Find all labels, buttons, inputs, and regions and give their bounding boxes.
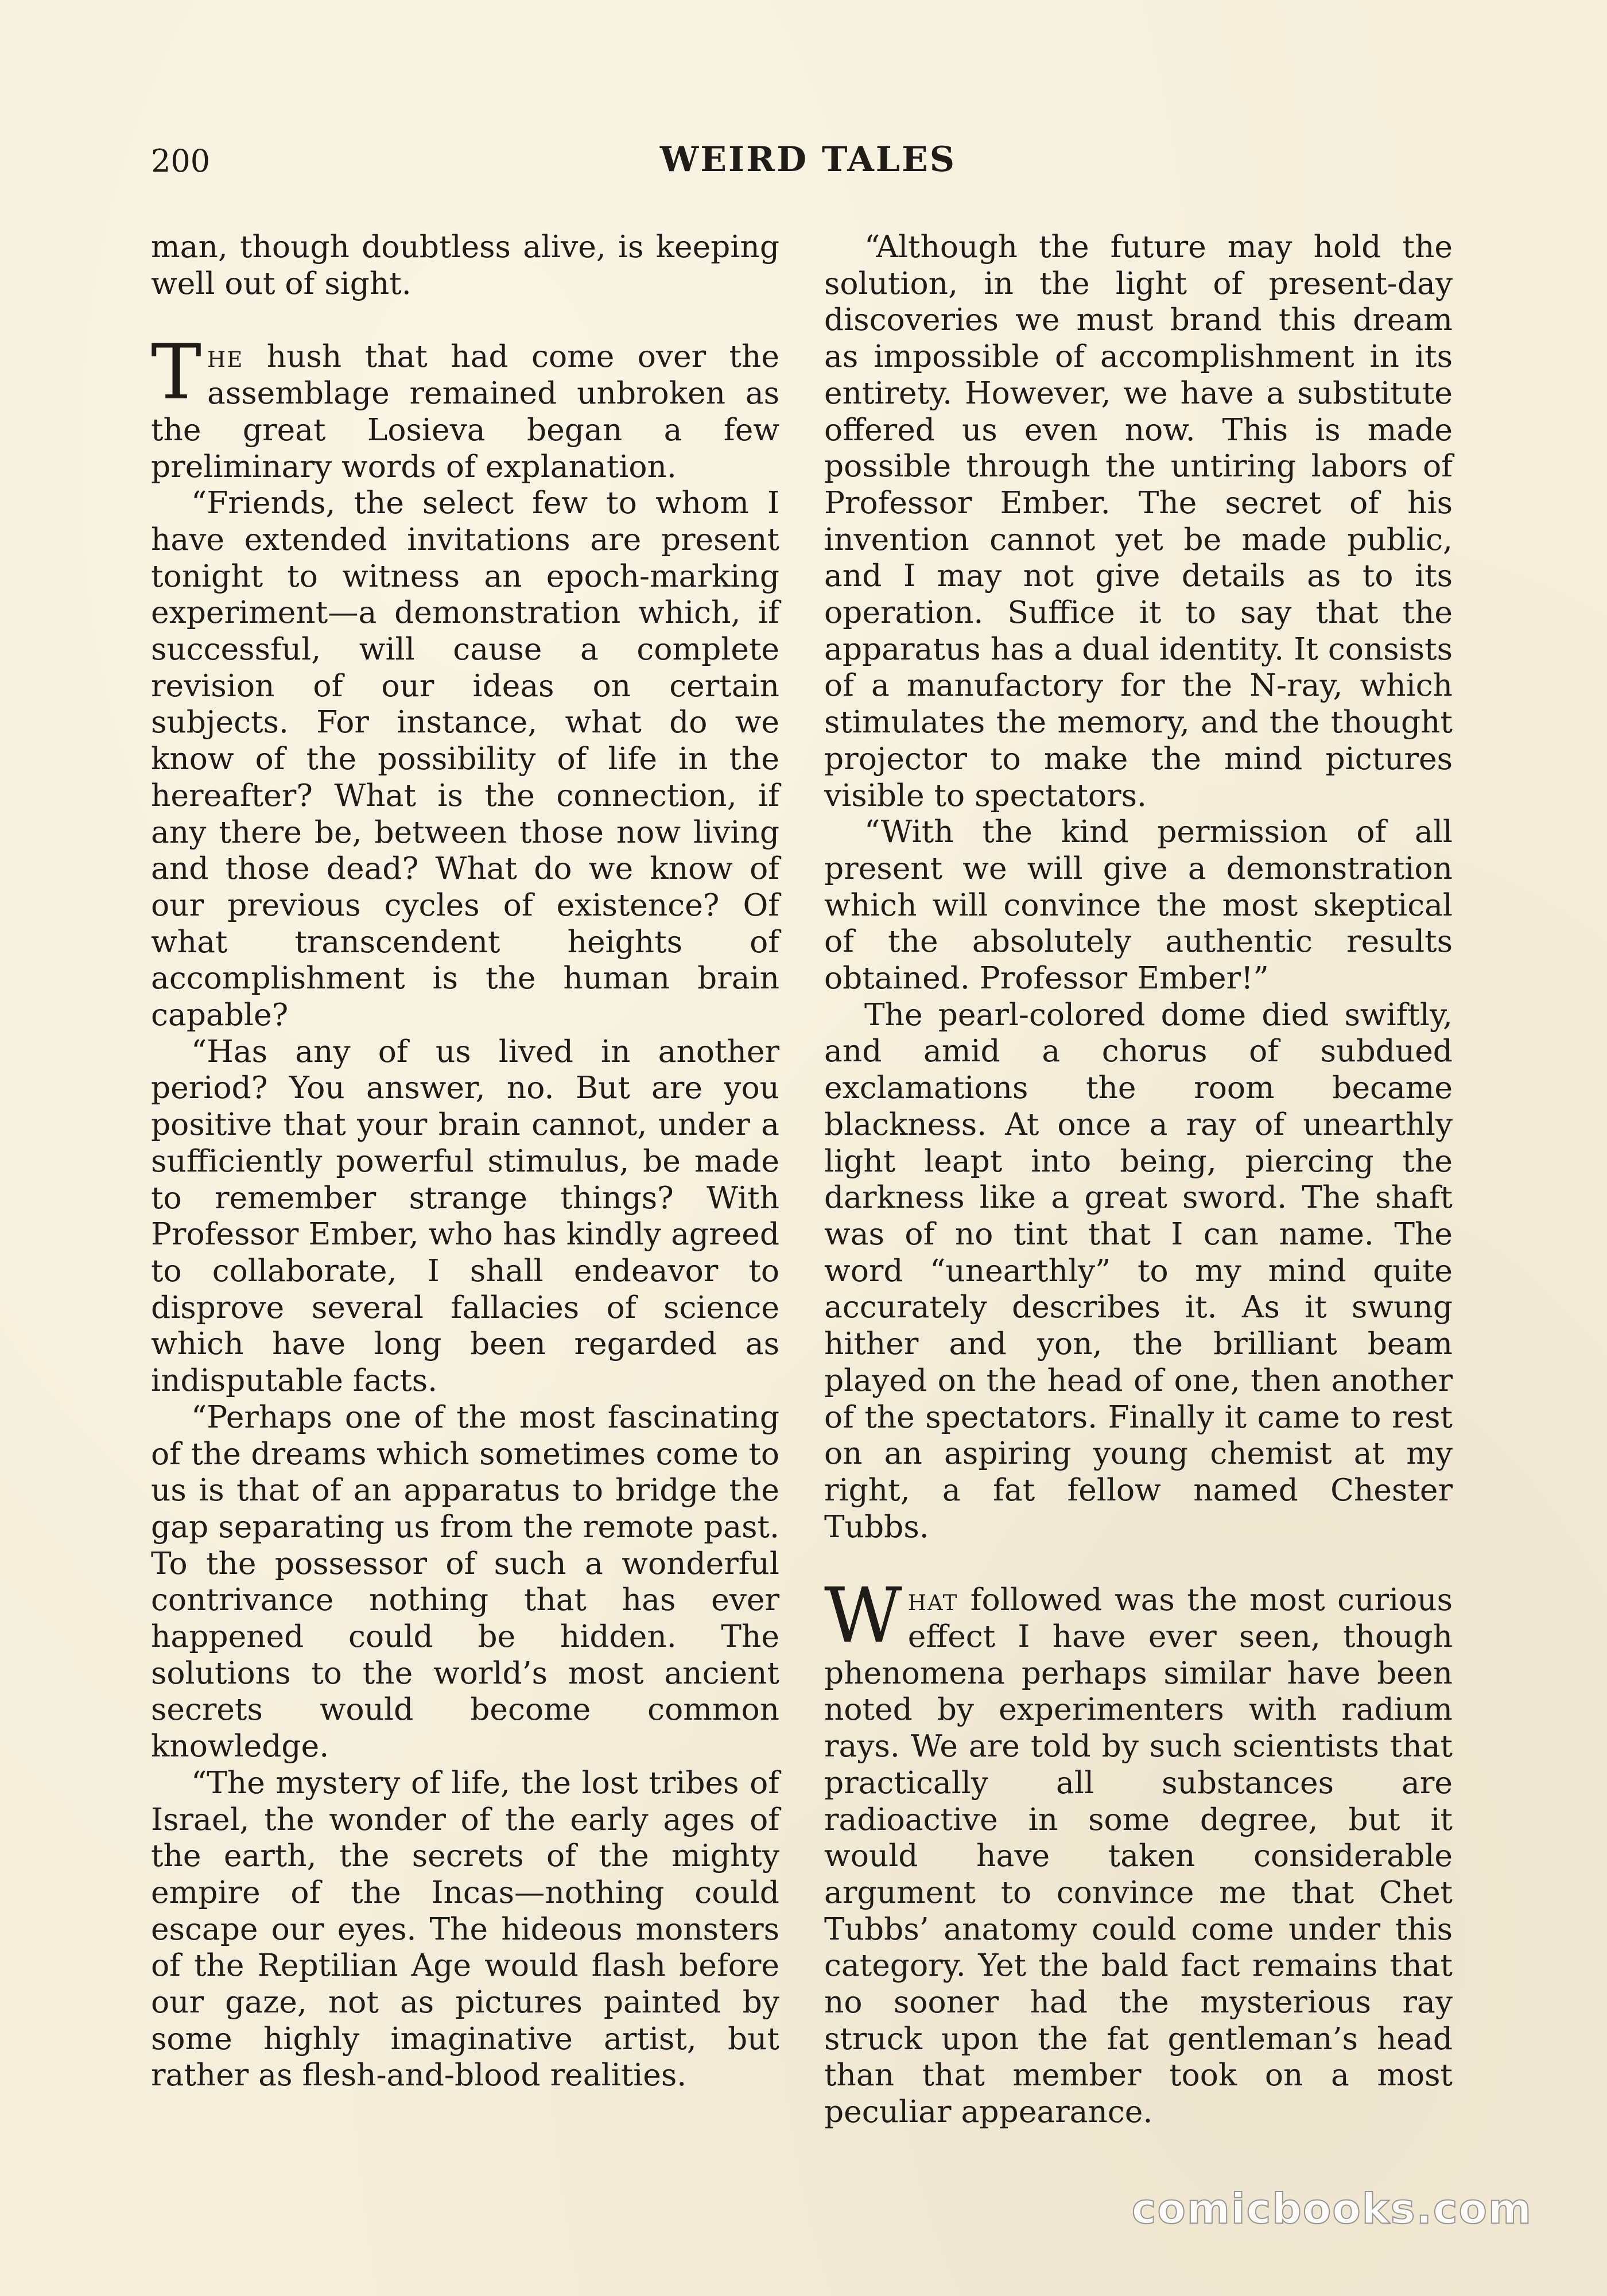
left-column [151,228,779,2093]
drop-cap: W [824,1572,902,1661]
drop-cap: T [151,328,202,417]
paragraph-text: followed was the most curious effect I have ever seen, though phenomena perhaps similar have been noted by experimenters with radium rays. We are told by such scientists that practically all substances are radioactive in some degree, but it would have taken considerable argument to convince me that Chet Tubbs’ anatomy could come under this category. Yet the bald fact remains that no sooner had the mysterious ray struck upon the fat gentleman’s head than that member took on a most peculiar appearance. [824,1581,1453,2130]
paragraph: “Has any of us lived in another period? You answer, no. But are you positive that your brain cannot, under a sufficiently powerful stimulus, be made to remember strange things? With Professor Ember, who has kindly agreed to collaborate, I shall endeavor to disprove several fallacies of science which have long been regarded as indisputable facts. [151,1033,779,1399]
section-paragraph [824,1572,1453,2130]
small-caps-lead: he [207,338,244,375]
small-caps-lead: hat [907,1581,958,1618]
section-paragraph [151,328,779,484]
paragraph: “With the kind permission of all present we will give a demonstration which will convince the most skeptical of the absolutely authentic results obtained. Professor Ember!” [824,813,1453,996]
paragraph-text: hush that had come over the assemblage remained unbroken as the great Losieva began a few preliminary words of explanation. [151,338,779,484]
running-title: WEIRD TALES [659,139,957,180]
paragraph: “Although the future may hold the solution, in the light of present-day discoveries we must brand this dream as impossible of accomplishment in its entirety. However, we have a substitute offered us even now. This is made possible through the untiring labors of Professor Ember. The secret of his invention cannot yet be made public, and I may not give details as to its operation. Suffice it to say that the apparatus has a dual identity. It consists of a manufactory for the N-ray, which stimulates the memory, and the thought projector to make the mind pictures visible to spectators. [824,228,1453,813]
right-column [824,228,1453,2130]
paragraph: “Perhaps one of the most fascinating of the dreams which sometimes come to us is that of an apparatus to bridge the gap separating us from the remote past. To the possessor of such a wonderful contrivance nothing that has ever happened could be hidden. The solutions to the world’s most ancient secrets would become common knowledge. [151,1398,779,1764]
page-number: 200 [151,143,211,179]
page-header [151,138,1465,189]
watermark-logo: comicbooks.com [1131,2185,1532,2233]
paragraph: “The mystery of life, the lost tribes of Israel, the wonder of the early ages of the earth, the secrets of the mighty empire of the Incas—nothing could escape our eyes. The hideous monsters of the Reptilian Age would flash before our gaze, not as pictures painted by some highly imaginative artist, but rather as flesh-and-blood realities. [151,1764,779,2093]
paragraph: man, though doubtless alive, is keeping well out of sight. [151,228,779,301]
paragraph: “Friends, the select few to whom I have extended invitations are present tonight to witness an epoch-marking experiment—a demonstration which, if successful, will cause a complete revision of our ideas on certain subjects. For instance, what do we know of the possibility of life in the hereafter? What is the connection, if any there be, between those now living and those dead? What do we know of our previous cycles of existence? Of what transcendent heights of accomplishment is the human brain capable? [151,484,779,1033]
paragraph: The pearl-colored dome died swiftly, and amid a chorus of subdued exclamations the room became blackness. At once a ray of unearthly light leapt into being, piercing the darkness like a great sword. The shaft was of no tint that I can name. The word “unearthly” to my mind quite accurately describes it. As it swung hither and yon, the brilliant beam played on the head of one, then another of the spectators. Finally it came to rest on an aspiring young chemist at my right, a fat fellow named Chester Tubbs. [824,996,1453,1545]
